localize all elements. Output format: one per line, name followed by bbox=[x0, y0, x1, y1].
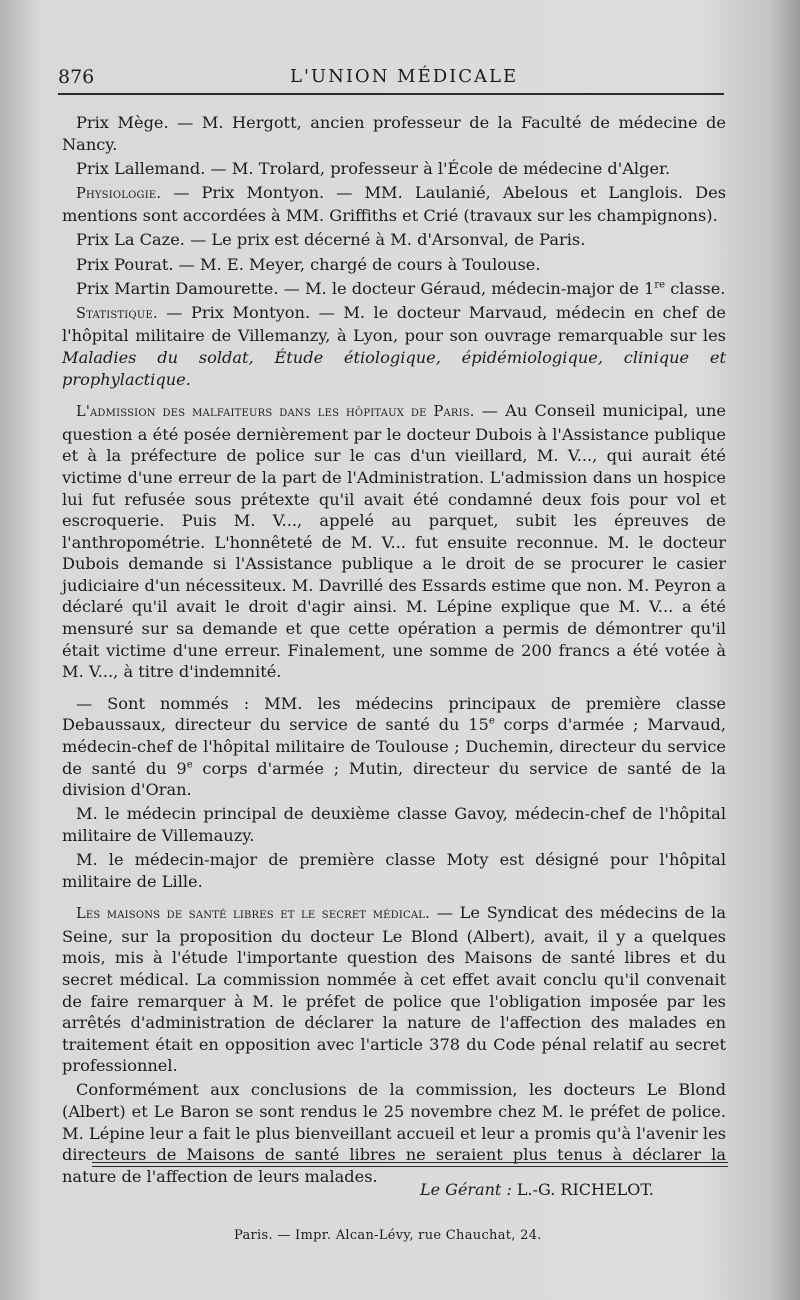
printer-imprint: Paris. — Impr. Alcan-Lévy, rue Chauchat, 24. bbox=[234, 1228, 542, 1243]
paragraph-text: e bbox=[488, 716, 495, 728]
paragraph bbox=[62, 693, 726, 801]
section-heading: Statistique. bbox=[76, 305, 158, 322]
paragraph-text: — Prix Montyon. — M. le docteur Marvaud, médecin en chef de l'hôpital militaire de Villemanzy, à Lyon, pour son ouvrage remarquable sur les bbox=[62, 302, 726, 346]
paragraph bbox=[62, 182, 726, 227]
article-body bbox=[62, 112, 726, 1190]
paragraph bbox=[62, 158, 726, 180]
header-rule bbox=[58, 93, 724, 95]
signature-name: L.-G. RICHELOT. bbox=[516, 1180, 654, 1199]
paragraph-text: re bbox=[654, 279, 666, 291]
paragraph-text: Prix Martin Damourette. — M. le docteur Géraud, médecin-major de 1 bbox=[76, 278, 655, 298]
footer-rule bbox=[92, 1162, 728, 1163]
section-heading: Physiologie. bbox=[76, 185, 162, 202]
paragraph bbox=[62, 803, 726, 846]
paragraph-text: corps d'armée ; Marvaud, médecin-chef de l'hôpital militaire de Toulouse ; Duchemin, directeur du service de santé du 9 bbox=[62, 715, 726, 778]
section-heading: Les maisons de santé libres et le secret médical. bbox=[76, 906, 430, 923]
paragraph-text: Prix La Caze. — Le prix est décerné à M. d'Arsonval, de Paris. bbox=[76, 230, 586, 250]
paragraph-text: — Sont nommés : MM. les médecins principaux de première classe Debaussaux, directeur du service de santé du 15 bbox=[62, 693, 726, 735]
paragraph-text: — Prix Montyon. — MM. Laulanié, Abelous et Langlois. Des mentions sont accordées à MM. Griffiths et Crié (travaux sur les champignons). bbox=[62, 182, 726, 226]
paragraph-text: Prix Mège. — M. Hergott, ancien professeur de la Faculté de médecine de Nancy. bbox=[62, 113, 726, 154]
italic-text: Maladies du soldat, Étude étiologique, épidémiologique, clinique et prophylactique. bbox=[62, 347, 726, 389]
journal-title: L'UNION MÉDICALE bbox=[290, 66, 519, 87]
paragraph bbox=[62, 229, 726, 251]
paragraph-text: Prix Pourat. — M. E. Meyer, chargé de cours à Toulouse. bbox=[76, 254, 541, 274]
paragraph bbox=[62, 278, 726, 300]
paragraph-text: — Le Syndicat des médecins de la Seine, sur la proposition du docteur Le Blond (Albert), avait, il y a quelques mois, mis à l'étude l'importante question des Maisons de santé libres et du secret médical. La commission nommée à cet effet avait conclu qu'il convenait de faire remarquer à M. le préfet de police que l'obligation imposée par les arrêtés d'administration de déclarer la nature de l'affection des malades en traitement était en opposition avec l'article 378 du Code pénal relatif au secret professionnel. bbox=[62, 903, 726, 1076]
paragraph-text: e bbox=[186, 759, 193, 771]
paragraph bbox=[62, 902, 726, 1077]
paragraph-text: corps d'armée ; Mutin, directeur du service de santé de la division d'Oran. bbox=[62, 758, 726, 800]
paragraph-text: classe. bbox=[665, 278, 726, 298]
paragraph bbox=[62, 302, 726, 390]
section-heading: L'admission des malfaiteurs dans les hôpitaux de Paris. bbox=[76, 404, 475, 421]
footer-rule-secondary bbox=[92, 1166, 728, 1167]
paragraph bbox=[62, 400, 726, 683]
paragraph-text: M. le médecin-major de première classe Moty est désigné pour l'hôpital militaire de Lille. bbox=[62, 850, 726, 891]
paragraph-text: Prix Lallemand. — M. Trolard, professeur à l'École de médecine d'Alger. bbox=[76, 158, 671, 178]
page-number: 876 bbox=[58, 66, 95, 88]
paragraph-text: Conformément aux conclusions de la commission, les docteurs Le Blond (Albert) et Le Baron se sont rendus le 25 novembre chez M. le préfet de police. M. Lépine leur a fait le plus bienveillant accueil et leur a promis qu'à l'avenir les directeurs de Maisons de santé libres ne seraient plus tenus à déclarer la nature de l'affection de leurs malades. bbox=[62, 1080, 726, 1186]
signature bbox=[420, 1180, 720, 1199]
paragraph bbox=[62, 112, 726, 155]
paragraph-text: M. le médecin principal de deuxième classe Gavoy, médecin-chef de l'hôpital militaire de Villemauzy. bbox=[62, 804, 726, 845]
paragraph-text: — Au Conseil municipal, une question a été posée dernièrement par le docteur Dubois à l'Assistance publique et à la préfecture de police sur le cas d'un vieillard, M. V..., qui aurait été victime d'une erreur de la part de l'Administration. L'admission dans un hospice lui fut refusée sous prétexte qu'il avait été condamné deux fois pour vol et escroquerie. Puis M. V..., appelé au parquet, subit les épreuves de l'anthropométrie. L'honnêteté de M. V... fut ensuite reconnue. M. le docteur Dubois demande si l'Assistance publique a le droit de se procurer le casier judiciaire d'un nécessiteux. M. Davrillé des Essards estime que non. M. Peyron a déclaré qu'il avait le droit d'agir ainsi. M. Lépine explique que M. V... a été mensuré sur sa demande et que cette opération a permis de démontrer qu'il était victime d'une erreur. Finalement, une somme de 200 francs a été votée à M. V..., à titre d'indemnité. bbox=[62, 401, 727, 682]
paragraph bbox=[62, 1079, 726, 1187]
running-head bbox=[58, 62, 718, 88]
paragraph bbox=[62, 849, 726, 892]
paragraph bbox=[62, 254, 726, 276]
signature-label: Le Gérant : bbox=[420, 1180, 512, 1199]
